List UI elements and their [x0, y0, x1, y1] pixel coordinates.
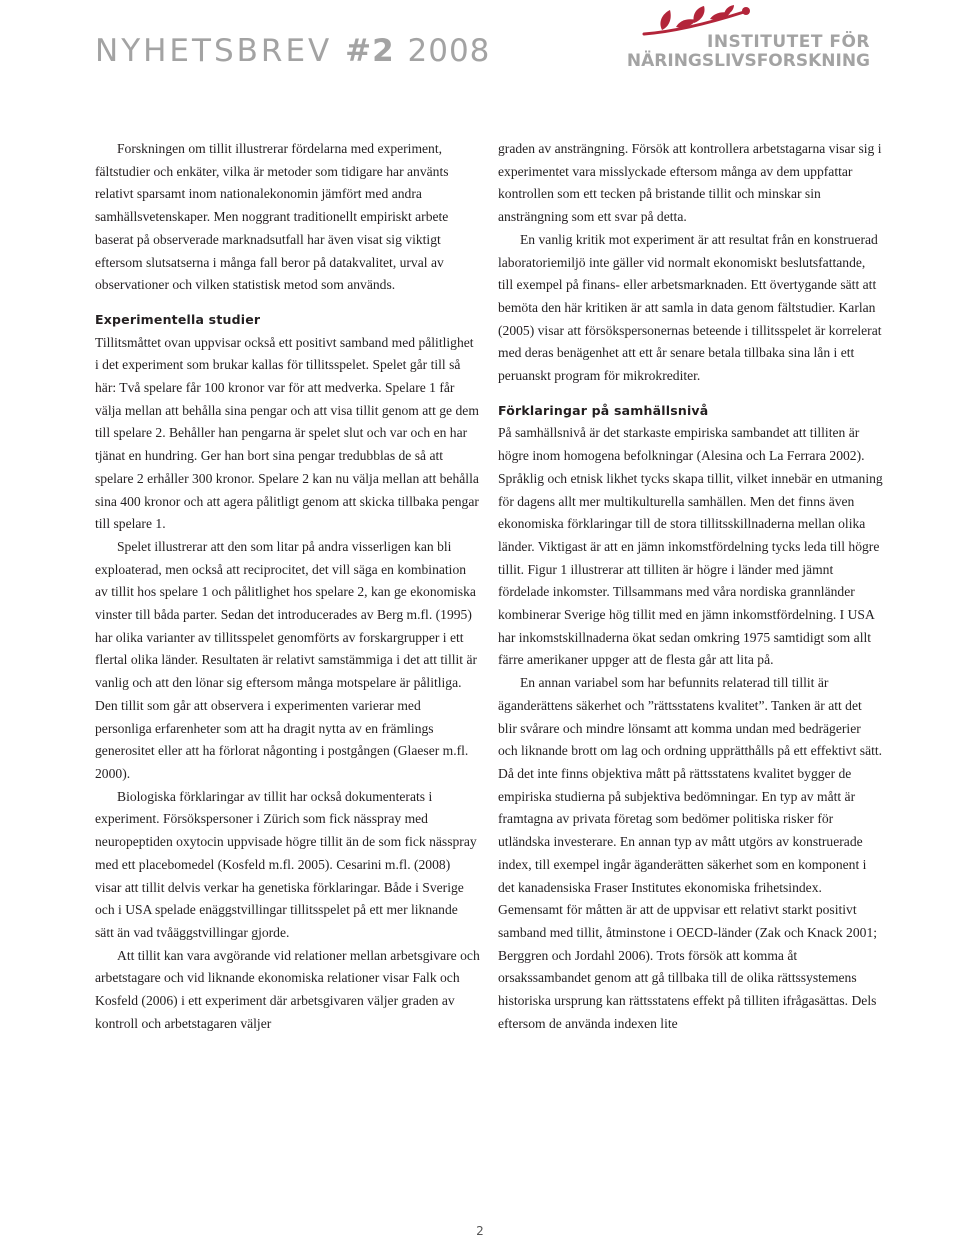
- paragraph: Forskningen om tillit illustrerar fördelarna med experiment, fältstudier och enkäter, vilka är metoder som tidigare har använts relativt sparsamt inom nationalekonomin jämfört med andra samhällsvetenskaper. Men noggrant traditionellt empiriskt arbete baserat på observerade marknadsutfall har även visat sig viktigt eftersom slutsatserna i många fall beror på datakvalitet, urval av observationer och vilken statistisk metod som används.: [95, 141, 449, 293]
- paragraph: På samhällsnivå är det starkaste empiriska sambandet att tilliten är högre inom homogena befolkningar (Alesina och La Ferrara 2002). Språklig och etnisk likhet tycks skapa tillit, vilket innebär en utmaning för dagens allt mer multikulturella samhällen. Men det finns även ekonomiska förklaringar till de stora tillitsskillnaderna mellan olika länder. Viktigast är att en jämn inkomstfördelning tycks leda till högre tillit. Figur 1 illustrerar att tilliten är högre i länder med jämnt fördelade inkomster. Tillsammans med våra nordiska grannländer kombinerar Sverige hög tillit med en jämn inkomstfördelning. I USA har inkomstskillnaderna ökat sedan omkring 1975 samtidigt som allt färre amerikaner uppger att de flesta går att lita på.: [498, 425, 883, 668]
- paragraph: Tillitsmåttet ovan uppvisar också ett positivt samband med pålitlighet i det experiment som brukar kallas för tillitsspelet. Spelet går till så här: Två spelare får 100 kronor var för att medverka. Spelare 1 får välja mellan att behålla sina pengar och att visa tillit genom att ge dem till spelare 2. Behåller han pengarna är spelet slut och var och en har tjänat en hundring. Ger han bort sina pengar tredubblas de så att spelare 2 erhåller 300 kronor. Spelare 2 kan nu välja mellan att behålla sina 400 kronor och att agera pålitligt genom att skicka tillbaka pengar till spelare 1.: [95, 334, 479, 532]
- paragraph: Biologiska förklaringar av tillit har också dokumenterats i experiment. Försökspersoner i Zürich som fick nässpray med neuropeptiden oxytocin uppvisade högre tillit än de som fick nässpray med ett placebomedel (Kosfeld m.fl. 2005). Cesarini m.fl. (2008) visar att tillit delvis verkar ha genetiska förklaringar. Både i Sverige och i USA spelade enäggstvillingar tillitsspelet på ett mer liknande sätt än vad tvåäggstvillingar gjorde.: [95, 788, 477, 940]
- paragraph: Att tillit kan vara avgörande vid relationer mellan arbetsgivare och arbetstagare och vid liknande ekonomiska relationer visar Falk och Kosfeld (2006) i ett experiment där arbetsgivaren väljer graden av kontroll och arbetstagaren väljer: [95, 947, 480, 1031]
- newsletter-word: NYHETSBREV: [95, 33, 333, 69]
- paragraph: En vanlig kritik mot experiment är att resultat från en konstruerad laboratoriemiljö inte gäller vid normalt ekonomiskt beslutsfattande, till exempel på finans- eller arbetsmarknaden. Ett övertygande sätt att bemöta den här kritiken är att samla in data genom fältstudier. Karlan (2005) visar att försökspersonernas beteende i tillitsspelet är korrelerat med deras benägenhet att ett år senare betala tillbaka sina lån i ett peruanskt program för mikrokrediter.: [498, 231, 882, 384]
- left-column: [95, 138, 480, 1035]
- page-number: 2: [476, 1224, 484, 1238]
- paragraph: Spelet illustrerar att den som litar på andra visserligen kan bli exploaterad, men också att reciprocitet, det vill säga en kombination av tillit hos spelare 1 och pålitlighet hos spelare 2, kan ge ekonomiska vinster till båda parter. Sedan det introducerades av Berg m.fl. (1995) har olika varianter av tillitsspelet genomförts av forskargrupper i ett flertal olika länder. Resultaten är relativt samstämmiga i det att tillit är vanlig och att den lönar sig eftersom många motspelare är pålitliga. Den tillit som går att observera i experimenten varierar med personliga erfarenheter som att ha dragit nytta av en främlings generositet eller att ha förlorat någonting i postgången (Glaeser m.fl. 2000).: [95, 538, 478, 781]
- org-name-line2: NÄRINGSLIVSFORSKNING: [626, 51, 870, 71]
- org-name-line1: INSTITUTET FÖR: [707, 32, 870, 52]
- right-column: [498, 138, 883, 1035]
- issue-number: #2: [345, 33, 395, 69]
- section-heading: Förklaringar på samhällsnivå: [498, 402, 709, 418]
- paragraph: En annan variabel som har befunnits relaterad till tillit är äganderättens säkerhet och ”rättsstatens kvalitet”. Tanken är att det blir svårare och mindre lönsamt att komma undan med bedrägerier och liknande brott om lag och ordning upprätthålls på ett effektivt sätt. Då det inte finns objektiva mått på rättsstatens kvalitet bygger de empiriska studierna på subjektiva bedömningar. En typ av mått är framtagna av privata företag som bedömer politiska risker för utländska investerare. En annan typ av mått utgörs av konstruerade index, till exempel ingår äganderätten säkerhet som en komponent i det kanadensiska Fraser Institutes ekonomiska frihetsindex. Gemensamt för måtten är att de uppvisar ett relativt starkt positivt samband med tillit, åtminstone i OECD-länder (Zak och Knack 2001; Berggren och Jordahl 2006). Trots försök att komma åt orsakssambandet genom att gå tillbaka till de olika rättssystemens historiska ursprung kan rättsstatens effekt på tilliten ifrågasättas. Dels eftersom de använda indexen lite: [498, 675, 883, 1031]
- issue-year: 2008: [407, 33, 491, 69]
- section-heading: Experimentella studier: [95, 311, 261, 327]
- institute-logo: [626, 4, 880, 74]
- newsletter-title: [95, 33, 491, 69]
- paragraph: graden av ansträngning. Försök att kontrollera arbetstagarna visar sig i experimentet vara misslyckade eftersom många av dem uppfattar kontrollen som ett tecken på bristande tillit och minskar sin ansträngning som ett svar på detta.: [498, 141, 882, 225]
- page-header: [0, 0, 960, 100]
